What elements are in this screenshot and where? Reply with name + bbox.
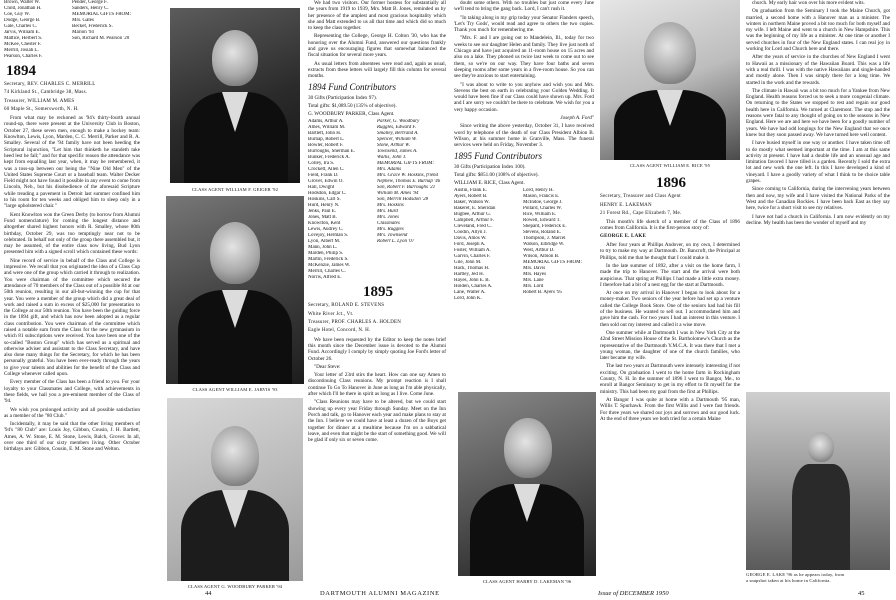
name-list-item: Grover, Edwin O. (308, 179, 344, 185)
name-list-item: William M. Ames '94 (377, 191, 419, 197)
body-paragraph: Nine record of service in behalf of the Class and College is impressive. We recall that you originated the idea of a Class Cup and were one of the group which carried it through to realization. You were chairman of the committee which secured the attendance of 70 members of the Class out of a possible 84 at our 50th reunion, resulting in our all-but-winning the cup for that year. You were a member of the group which did a great deal of work and raised a sum in excess of $25,000 for presentation to the College at our 50th reunion. You have been the guiding force in the 1894 gift, and which has now been adopted as a regular class contribution. You were chairman of the committee which raised a notable sum from the Class for the new gymnasium in which 81 subscriptions were received. You have been one of the so-called "Boston Group" which has served as a spiritual and otherwise adviser and assistant to the Class Secretary, and have also done many things for the Secretary, for which he has been personally grateful. You have been ever-ready through the years to give your talents and abilities for the benefit of the Class and College whenever called upon. (4, 257, 140, 378)
photo-caption: CLASS AGENT WILLIAM E. RICE '95 (629, 163, 711, 168)
snapshot-photo-lake (746, 392, 890, 570)
name-list-item: Smalley, Bertrand A. (377, 131, 419, 137)
name-list-item: Adams, Arthur A. (308, 119, 344, 125)
body-paragraph: "I was about to write to you anyhow and wish you and Mrs. Stevens the best on earth in celebrating your Golden Wedding. It would have been fine if our Class could have shown up. Mrs. Ford and I are sorry we couldn't be there to celebrate. We wish for you a very happy occasion. (454, 81, 594, 113)
year-heading-1894: 1894 (6, 63, 36, 79)
name-list-item: MEMORIAL GIFTS FROM: (72, 12, 131, 17)
body-paragraph: At Bangor I was quite at home with a Dartmouth '95 man, Willis T. Spurhawk. From the first Willis and I were fast friends. For three years we shared our joys and sorrows and our good luck. At the end of three years we both tried for a certain Maine (600, 396, 740, 422)
name-list-item: Hayes, John E. B. (454, 278, 490, 284)
class-notes-1895-death-notice (454, 123, 594, 148)
name-list-item: Townsend, James A. (377, 149, 418, 155)
name-list-item: Burroughs, Sherman E. (308, 149, 355, 155)
name-list-item: Wilson, Albion B. (523, 254, 560, 260)
body-paragraph: doubt some others. With no troubles but just come every June we'll tend to bring the gang back. Lord, I can't rush it. (454, 0, 594, 13)
name-list-item: Pearson, Charles F. (4, 54, 43, 59)
name-list-item: McKee, Chester F. (4, 42, 42, 47)
body-paragraph: "In taking along in my grip today your Senator Flanders speech, 'Let's Try Gods', would read and agree to others the two copies. Thank you much for remembering me. (454, 14, 594, 34)
name-list-item: Ayers, Robert B. (454, 194, 488, 200)
top-name-list-2 (72, 0, 140, 60)
body-paragraph: We had two visitors. Our former hostess for substantially all the years from 1919 to 1939, Mrs. Matt B. Jones, reminded us by her presence of the amplest and most gracious hospitality which she and Matt extended to us all that time and which did so much to keep the class together. (308, 0, 446, 32)
name-list-item: Mrs. Jones (377, 215, 399, 221)
secretary-line: Secretary, ROLAND E. STEVENS (308, 303, 385, 309)
name-list-item: Bugbee, Arthur G. (454, 212, 491, 218)
fund-contributor-list (454, 188, 594, 302)
class-notes-1895 (308, 337, 446, 444)
name-list-item: Jarvis, William E. (4, 30, 40, 35)
life-sketch-name: GEORGE E. LAKE (600, 233, 647, 239)
name-list-item: Austin, Frank E. (454, 188, 488, 194)
fund-agent: G. WOODBURY PARKER, Class Agent. (308, 111, 395, 118)
name-list-item: Hodsdon, Edgar C. (308, 191, 347, 197)
body-paragraph: After the years of service in the churches of New England I went to Hawaii as a missionary of the Hawaiian Board. This was a life with a real thrill. I was with the native Hawaiians and single-handed and mostly alone. Then I was simply there for a long time. We started in the work and the rewards. (746, 54, 890, 86)
body-paragraph: One summer while at Dartmouth I was in New York City at the 42nd Street Mission House of the St. Bartholomew's Church as the representative of the Dartmouth Y.M.C.A. It was there that I met a young woman, the daughter of one of the church families, who later became my wife. (600, 329, 740, 362)
fund-total: Total gifts: $1,089.50 (135% of objective). (308, 102, 397, 109)
name-list-item: Garvin, Charles F. (454, 254, 491, 260)
body-paragraph: In the late summer of 1892, after a visit on the home farm, I made the trip to Hanover. The start and the arrival were both auspicious. That spring at Phillips I had made a little extra money. I therefore had a bit of a nest egg for the start at Dartmouth. (600, 262, 740, 288)
body-paragraph: I have not had a church in California. I am now evidently on my decline. My health has been the wonder of myself and my (746, 213, 890, 226)
photo-caption: GEORGE E. LAKE '96 as he appears today, from (746, 572, 845, 577)
address-line: White River Jct., Vt. (308, 311, 354, 317)
name-list-item: Son, Merrill Hodsdon '28 (377, 197, 429, 203)
portrait-photo-geiger (170, 8, 300, 183)
left-column-1 (4, 0, 140, 585)
contributor-names-a (454, 188, 520, 302)
name-list-item: Mattice, Herbert S. (4, 36, 43, 41)
name-list-item: Knowlton, Kent (308, 221, 341, 227)
name-list-item: Wallis, John T. (377, 155, 407, 161)
fund-total: Total gifts: $851.00 (108% of objective). (454, 171, 539, 178)
body-paragraph: church. My early hair won over his more evident wits. (752, 0, 865, 6)
name-list-item: Campbell, Arthur F. (454, 218, 494, 224)
name-list-item: Lord, Henry H. (523, 188, 554, 194)
fund-agent: WILLIAM E. RICE, Class Agent. (454, 180, 525, 187)
name-list-item: Field, Frank D. (308, 173, 339, 179)
photo-caption: a snapshot taken at his home in California. (746, 578, 831, 583)
name-list-item: Mrs. Lane (523, 278, 544, 284)
body-paragraph: From what may be reckoned as '94's thirty-fourth annual round-up, there were present at the University Club in Boston, October 27, these seven men, enough to make a hockey team: Knowlton, Lewis, Lyon, Marden, C. C. Merrill, Parker and R. A. Smalley. Several of the '94 family have not been heeding the Scriptural injunction, "Let him that thinketh he standeth take heed lest he fall;" and for that specific reason the attendance was kept from equalling last year, when, it may be remembered, it was a toss-up between our being the "Nine Old Men" of the United States Supreme Court or a baseball team. Walter Decker Field might not have found it possible in any event to come from Lincoln, Neb., but his disobedience of the aforesaid Scripture while treading a pavement in Detroit last summer confined him to his room for ten weeks and obliged him to sleep only in a "large upholstered chair." (4, 115, 140, 210)
body-paragraph: "Class Reunions may have to be altered, but we could start showing up every year Friday through Sunday. Meet on the Inn Porch and talk, go to Hanover each year and make plans to stay at the Inn. I believe we could have at least a dozen of the Boys get together for dinner at a mealtime because I'm on a sabbatical leave, and even that might be the start of something good. We will be glad if only six or seven come. (308, 399, 446, 444)
footer-magazine-title: DARTMOUTH ALUMNI MAGAZINE (320, 590, 440, 597)
contributor-names-a (308, 119, 374, 281)
class-notes-1895-continued (454, 0, 594, 113)
photo-caption: CLASS AGENT G. WOODBURY PARKER '94 (187, 584, 283, 589)
year-heading-1896: 1896 (656, 175, 686, 192)
name-list-item: Mrs. Hayes (523, 272, 547, 278)
secretary-name: HENRY E. LAKEMAN (600, 202, 652, 208)
fund-heading-1894: 1894 Fund Contributors (308, 81, 397, 92)
name-list-item: Hack, Thomas H. (454, 266, 490, 272)
address-line: 60 Maple St., Somersworth, N. H. (4, 106, 79, 112)
name-list-item: Mrs. Davis (523, 266, 546, 272)
name-list-item: Jones, Matt B. (308, 215, 337, 221)
body-paragraph: Every member of the Class has been a friend to you. For your loyalty to your Classmates and College, with achievements in these fields, we hail you a pre-eminent member of the Class of '94. (4, 379, 140, 405)
body-paragraph: I have busied myself in one way or another. I have taken time off to do mostly what seemed important at the time. I am at this same activity at present. I have had a double life and an unusual age and limitation favored I have tilled is a garden. Recently I sold the extra lot and new work the one left. In this I have developed a kind of vineyard. I have a goodly variety of what I think to be choice table grapes. (746, 140, 890, 185)
name-list-item: Shepard, Frederick E. (523, 224, 567, 230)
body-paragraph: After four years at Phillips Andover, on my own, I determined to try to make my way at Dartmouth. Dr. Bancroft, the Principal at Phillips, told me that he thought that I could make it. (600, 242, 740, 261)
name-list-item: Brown, Walter W. (4, 0, 40, 5)
class-notes-1894 (4, 115, 140, 452)
name-list-item: Thompson, J. Marcel (523, 236, 566, 242)
name-list-item: Mrs. Grace W. Hoskins, friend (377, 173, 439, 179)
name-list-item: Gile, John M. (454, 260, 482, 266)
name-list-item: Mrs. Hurd (377, 209, 398, 215)
body-paragraph: "Dear Steve: (314, 363, 341, 370)
name-list-item: Spencer, William W. (377, 137, 417, 143)
body-paragraph: The climate in Hawaii was a bit too much for a Yankee from New England. Health reasons forced us to seek a more congenial climate. On returning to the States we stopped to rest and regain our good health here in California. We turned at Claremont. The stop and the reasons were fatal to any thought of going on to the seasons in New England. Here we are and here we have been for a goodly number of years. We have had odd longings for the New England that we once knew but they soon passed away. We have turned here well content. (746, 87, 890, 138)
fund-gifts: 30 Gifts (Participation Index 100). (454, 163, 526, 170)
name-list-item: Hartley, Jed H. (454, 272, 484, 278)
fund-heading-1895: 1895 Fund Contributors (454, 150, 543, 161)
name-list-item: Robert L. Lyon '07 (377, 239, 415, 245)
address-line: 21 Forest Rd., Cape Elizabeth 7, Me. (600, 210, 682, 216)
body-paragraph: At once on my arrival in Hanover I began to look about for a money-maker. Two seniors of the year before had set up a venture called the College Book Store. One of the seniors had had his fill of the business. He wanted to sell out. I accommodated him and gave him the cash. For two years I had an interest in this venture. I then sold out my interest and called it a wise move. (600, 290, 740, 328)
name-list-item: Mason, Francis E. (523, 194, 560, 200)
class-notes-1896 (600, 242, 740, 422)
name-list-item: Dodge, George B. (4, 18, 41, 23)
name-list-item: Stevens, Roland E. (523, 230, 562, 236)
name-list-item: Mrs. Gates (72, 18, 94, 23)
name-list-item: Stone, Arthur W. (377, 143, 411, 149)
name-list-item: Classmates (377, 221, 400, 227)
name-list-item: Mrs. Lord (523, 284, 544, 290)
secretary-line: Secretary, REV. CHARLES C. MERRILL (4, 82, 96, 87)
top-name-list (4, 0, 68, 60)
name-list-item: Lyon, Albert M. (308, 239, 341, 245)
intro-paragraph: This month's life sketch of a member of the Class of 1896 comes from California. It is the first-person story of: (600, 219, 740, 232)
name-list-item: Baker, Watson W. (454, 200, 490, 206)
name-list-item: Lane, Walter A. (454, 290, 486, 296)
name-list-item: Holden, Charles A. (454, 284, 493, 290)
name-list-item: Burnap, Robert L. (308, 137, 345, 143)
body-paragraph: As usual letters from absentees were read and, again as usual, extracts from these letters will largely fill this column for several months. (308, 60, 446, 80)
name-list-item: Norris, Alfred E. (308, 275, 342, 281)
class-notes-1894-continued (308, 0, 446, 80)
class-notes-1896-continued (746, 0, 890, 226)
body-paragraph: On graduation from the Seminary I took the Maine Church, got married, a second home with a Hanover man as a minister. The winters in northern Maine proved a bit too much for both myself and my wife. I left Maine and went to a church in New Hampshire. This was the beginning of my life as a minister. At one time or another I served churches in four of the New England states. I can real joy in working for Lord and Church here and there. (746, 8, 890, 53)
treasurer-line: Treasurer, WILLIAM M. AMES (4, 98, 75, 104)
name-list-item: Rowell, Edward T. (523, 218, 561, 224)
name-list-item: Lewis, Audrey C. (308, 227, 344, 233)
page-number: 45 (858, 590, 865, 597)
name-list-item: McKenzie, James W. (308, 263, 351, 269)
letter-signoff: Joseph A. Ford" (560, 115, 594, 122)
name-list-item: MEMORIAL GIFTS FROM: (377, 161, 435, 167)
name-list-item: Colley, Ira S. (308, 161, 335, 167)
name-list-item: Bunker, Frederick A. (308, 155, 351, 161)
name-list-item: Pender, George F. (72, 0, 108, 5)
portrait-photo-parker (167, 398, 303, 581)
name-list-item: Cleveland, Fred C. (454, 224, 492, 230)
name-list-item: Mrs. Hoskins (377, 203, 404, 209)
name-list-item: Bowler, Robert F. (308, 143, 344, 149)
name-list-item: Ruggles, Edward F. (377, 125, 417, 131)
name-list-item: Merrill, Charles C. (308, 269, 346, 275)
body-paragraph: "Mrs. F. and I are going out to Mandelein, Ill., today for two weeks to see our daughter Helen and family. They live just north of Chicago and have just acquired an 11-room house on 15 acres and also on a lake. They phoned us twice last week to come out to see them, so we're on our way. They have four baths and seven sleeping rooms after some years in a five-room house. So you can see they're anxious to start entertaining. (454, 35, 594, 80)
right-column-2 (600, 0, 740, 585)
contributor-names-b (523, 188, 593, 302)
name-list-item: Becket, Frederick S. (72, 24, 113, 29)
address-line: Eagle Hotel, Concord, N. H. (308, 328, 371, 334)
name-list-item: Bakeret, E. Sheridan (454, 206, 496, 212)
name-list-item: Son, Richard M. Pearson '20 (72, 36, 130, 41)
treasurer-line: Treasurer, PROF. CHARLES A. HOLDEN (308, 320, 402, 326)
name-list-item: Mrs. Adams (377, 167, 402, 173)
body-paragraph: Kent Knowlton won the Green Derby (to borrow from Alumni Fund nomenclature) for coming the longest distance and altogether shared highest honors with R. Smalley, whose 80th birthday, October 29, was too temptingly near not to be celebrated. In behalf not only of the group there assembled but, it may be assumed, of the entire class now living, Bud Lyon presented him with a signed scroll which contained these words: (4, 211, 140, 256)
name-list-item: McIndoe, George J. (523, 200, 563, 206)
name-list-item: Watson, Elbridge W. (523, 242, 565, 248)
footer-issue-title: Issue of DECEMBER 1950 (598, 590, 669, 597)
secretary-line: Secretary, Treasurer and Class Agent (600, 194, 681, 200)
name-list-item: Gale, Charles C. (4, 24, 38, 29)
name-list-item: Robert B. Ayers '95 (523, 290, 563, 296)
name-list-item: Mrs. Townsend (377, 233, 408, 239)
name-list-item: Son, Robert F. Burroughs '21 (377, 185, 436, 191)
name-list-item: Merrill, Josiah L. (4, 48, 39, 53)
left-column-2 (308, 0, 446, 585)
portrait-photo-rice (600, 0, 740, 160)
address-line: 74 Kirkland St., Cambridge 38, Mass. (4, 90, 88, 96)
name-list-item: Hurd, Henry N. (308, 203, 340, 209)
fund-contributor-list (308, 119, 446, 281)
name-list-item: Ames, William M. (308, 125, 346, 131)
body-paragraph: We have been requested by the Editor to keep the notes brief this month since the December issue is devoted to the Alumni Fund. Accordingly I comply by simply quoting Joe Ford's letter of October 26. (308, 336, 446, 362)
name-list-item: Jenks, Paul E. (308, 209, 337, 215)
body-paragraph: Since writing the above yesterday, October 31, I have received word by telephone of the death of our Class President Albion B. Wilson, at his summer home in Granville, Mass. The funeral services were held on Friday, November 3. (454, 123, 594, 149)
name-list-item: Mann, John L. (308, 245, 338, 251)
name-list-item: Mrs. Ruggles (377, 227, 404, 233)
name-list-item: Child, Jonathan H. (4, 6, 42, 11)
photo-caption: CLASS AGENT WILLIAM E. JARVIS '93 (192, 387, 278, 392)
body-paragraph: Incidentally, it may be said that the other living members of '94's "80 Club" are: Louis Joy, Gibbon, Cousin, J. H. Bartlett, Ames, A. W. Stone, E. M. Stone, Lewis, Balch, Grover. In all, over one third of our sixty members living. Other October birthdays are: Gibbon, Cousin, E. M. Stone and Welton. (4, 421, 140, 453)
photo-caption: CLASS AGENT WILLIAM F. GEIGER '92 (191, 187, 279, 192)
name-list-item: Crockett, Allen C. (308, 167, 345, 173)
name-list-item: Davis, Amos W. (454, 236, 487, 242)
name-list-item: Sanders, Henry C. (72, 6, 109, 11)
name-list-item: Bartlett, John H. (308, 131, 342, 137)
body-paragraph: We wish you prolonged activity and all possible satisfaction as a member of the "80 Club." (4, 406, 140, 419)
name-list-item: MEMORIAL GIFTS FROM: (523, 260, 582, 266)
right-page (448, 0, 896, 600)
name-list-item: Parker, G. Woodbury (377, 119, 420, 125)
photo-caption: CLASS AGENT HARRY D. LAKEMAN '96 (482, 579, 572, 584)
name-list-item: Lord, John K. (454, 296, 482, 302)
name-list-item: Nephew, Thomas E. Burnap '46 (377, 179, 441, 185)
name-list-item: Ford, Joseph A. (454, 242, 486, 248)
name-list-item: Hall, Dwight (308, 185, 335, 191)
right-column-3 (746, 0, 890, 390)
name-list-item: Hoskins, Carl S. (308, 197, 341, 203)
portrait-photo-jarvis (166, 196, 304, 384)
body-paragraph: Representing the College, George H. Colton '30, who has the honoring over the Alumni Fund, answered our questions frankly and gave us encouraging figures that somewhat balanced the fiscal situation for several more years. (308, 33, 446, 59)
name-list-item: Coe, Guy W. (4, 12, 30, 17)
name-list-item: Lovejoy, Herman S. (308, 233, 349, 239)
year-heading-1895: 1895 (363, 284, 393, 301)
body-paragraph: Your letter of 23rd stirs the heart. How can one say Amen to discontinuing Class reunions. My prompt reaction is I shall continue To Go To Hanover in June as long as I'm able physically, after which I'll be there in spirit as long as I live. Come June. (308, 372, 446, 398)
fund-gifts: 30 Gifts (Participation Index 97). (308, 94, 378, 101)
name-list-item: Coodin, Allyn J. (454, 230, 487, 236)
page-number: 44 (205, 590, 212, 597)
name-list-item: Marion '94 (72, 30, 94, 35)
contributor-names-b (377, 119, 445, 281)
name-list-item: Rice, William E. (523, 212, 557, 218)
name-list-item: Foster, William A. (454, 248, 491, 254)
name-list-item: Marden, Philip S. (308, 251, 344, 257)
name-list-item: West, Arthur D. (523, 248, 555, 254)
body-paragraph: Since coming to California, during the intervening years between then and now, my wife and I have visited the National Parks of the West and the Canadian Rockies. I have been back East as they say here, twice for a short visit to see my relatives. (746, 186, 890, 212)
body-paragraph: The last two years at Dartmouth were intensely interesting if not exciting. On graduation I went to the home farm in Rockingham County, N. H. In the summer of 1896 I went to Bangor, Me., to enroll at Bangor Seminary to get in my effort to fit myself for the ministry. This had been my goal from the first at Phillips. (600, 363, 740, 395)
name-list-item: Martin, Frederick S. (308, 257, 349, 263)
name-list-item: Pollard, Charles W. (523, 206, 562, 212)
portrait-photo-lakeman (458, 392, 596, 576)
